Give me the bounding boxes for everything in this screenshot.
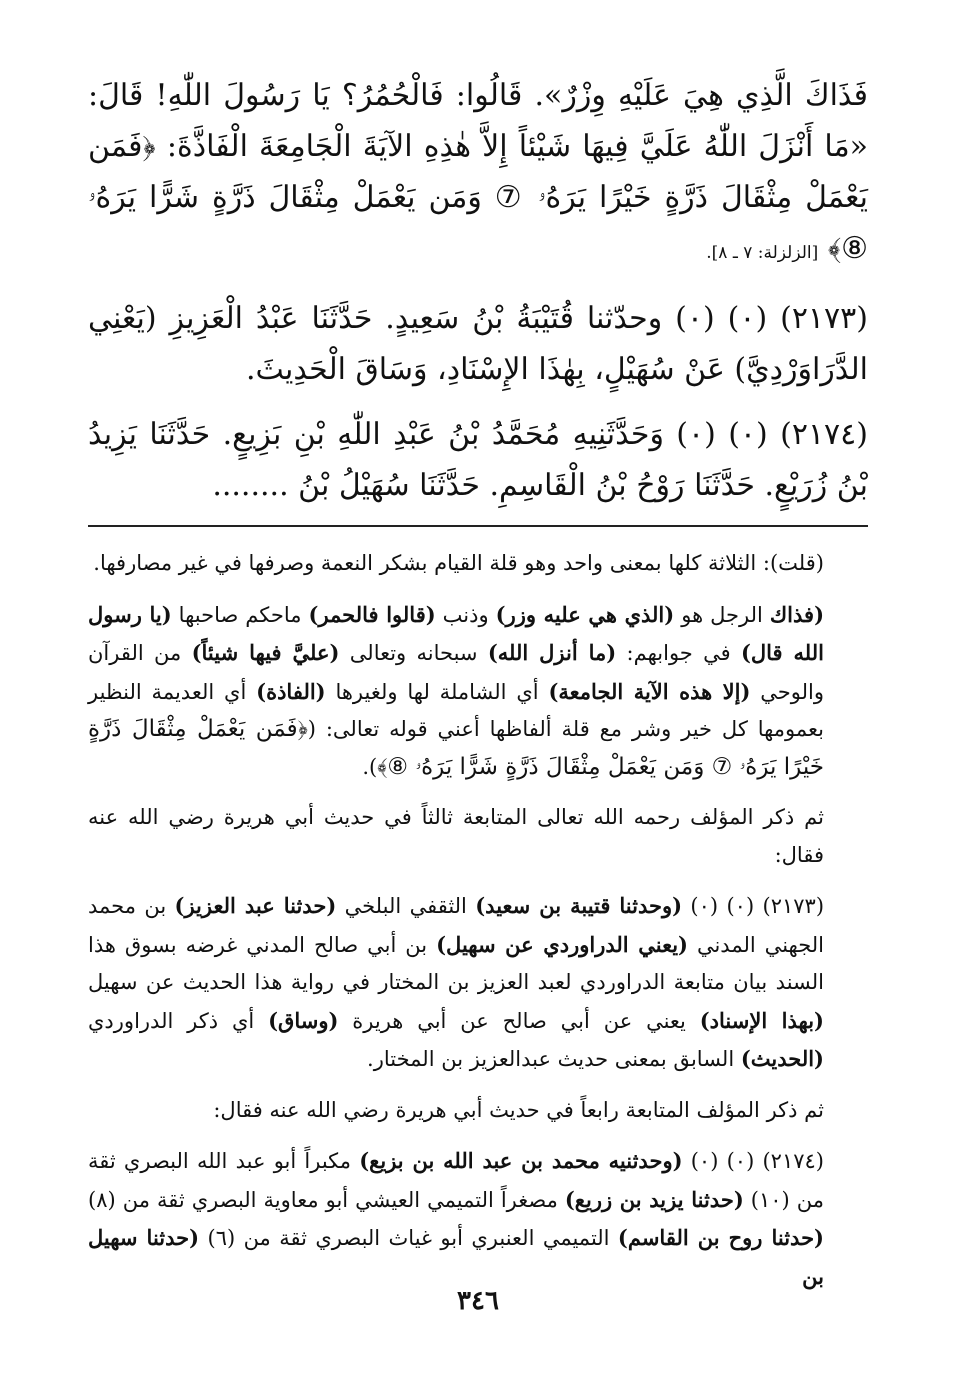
quran-reference: [الزلزلة: ٧ ـ ٨]. (706, 243, 819, 263)
text: ماحكم صاحبها (171, 602, 309, 627)
text: وذنب (435, 602, 496, 627)
hadith-line-3: وَمَن يَعْمَلْ مِثْقَالَ ذَرَّةٍ شَرًّا يَرَهُۥ ⑧﴾ (88, 180, 868, 266)
bold-term: (عليَّ فيها شيئاً) (191, 640, 340, 665)
text: سبحانه وتعالى (339, 641, 488, 665)
text: مصغراً التميمي العيشي أبو معاوية البصري ثقة من (٨) (88, 1187, 565, 1212)
bold-term: (بهذا الإسناد) (699, 1007, 824, 1033)
bold-term: (يعني الدراوردي عن سهيل) (436, 931, 688, 957)
hadith-2173: (٢١٧٣) (٠) (٠) وحدّثنا قُتَيْبَةُ بْنُ سَعِيدٍ. حَدَّثَنَا عَبْدُ الْعَزِيزِ (يَعْنِي الدَّرَاوَرْدِيَّ) عَنْ سُهَيْلٍ، بِهٰذَا الإِسْنَادِ، وَسَاقَ الْحَدِيثَ. (88, 301, 868, 387)
commentary (88, 545, 868, 1296)
text: الثقفي البلخي (336, 894, 476, 918)
commentary-transition-4: ثم ذكر المؤلف المتابعة رابعاً في حديث أبي هريرة رضي الله عنه فقال: (213, 1097, 824, 1122)
bold-term: (وحدثنا قتيبة بن سعيد) (475, 893, 683, 918)
bold-term: (ما أنزل الله) (487, 640, 617, 665)
text: من القرآن والوحي (88, 641, 824, 704)
bold-term: (الفاذة) (256, 678, 326, 704)
text: أي الشاملة لها ولغيرها (325, 679, 549, 704)
text: التميمي العنبري أبو غياث البصري ثقة من (٦) (199, 1226, 618, 1250)
quran-verse: ﴿فَمَن يَعْمَلْ مِثْقَالَ ذَرَّةٍ خَيْرًا يَرَهُۥ ⑦ وَمَن يَعْمَلْ مِثْقَالَ ذَرَّةٍ شَرًّا يَرَهُۥ ⑧﴾ (88, 716, 824, 780)
text: بن أبي صالح المدني غرضه بسوق هذا السند بيان متابعة الدراوردي لعبد العزيز بن المختار في رواية هذا الحديث عن سهيل (88, 932, 824, 994)
hadith-line-1: فَذَاكَ الَّذِي هِيَ عَلَيْهِ وِزْرٌ». قَالُوا: فَالْحُمُرُ؟ يَا رَسُولَ اللّٰهِ! قَالَ: «مَا أَنْزَلَ اللّٰهُ (88, 78, 868, 164)
text: يعني عن أبي صالح عن أبي هريرة (338, 1008, 700, 1033)
bold-term: (وحدثنيه محمد بن عبد الله بن بزيع) (359, 1148, 683, 1173)
text: ). (362, 754, 378, 779)
bold-term: (حدثنا يزيد بن زريع) (564, 1186, 744, 1212)
commentary-transition-3: ثم ذكر المؤلف رحمه الله تعالى المتابعة ثالثاً في حديث أبي هريرة رضي الله عنه فقال: (88, 805, 824, 867)
text: أي ذكر الدراوردي (88, 1008, 269, 1033)
commentary-explanation (88, 596, 868, 787)
hadith-2174: (٢١٧٤) (٠) (٠) وَحَدَّثَنِيهِ مُحَمَّدُ بْنُ عَبْدِ اللّٰهِ بْنِ بَزِيعٍ. حَدَّثَنَا يَزِيدُ بْنُ زُرَيْعٍ. حَدَّثَنَا رَوْحُ بْنُ الْقَاسِمِ. حَدَّثَنَا سُهَيْلُ بْنُ ........ (88, 417, 868, 503)
commentary-note: (قلت): الثلاثة كلها بمعنى واحد وهو قلة القيام بشكر النعمة وصرفها في غير مصارفها. (93, 551, 824, 575)
text: السابق بمعنى حديث عبدالعزيز بن المختار. (367, 1047, 741, 1071)
bold-term: (قالوا فالحمر) (308, 601, 436, 627)
bold-term: (الذي هي عليه وزر) (495, 601, 675, 627)
bold-term: (يا رسول الله قال) (88, 601, 824, 665)
hadith-continuation (88, 70, 868, 279)
commentary-2173 (88, 887, 868, 1079)
commentary-2174 (88, 1142, 868, 1296)
text: مكبراً أبو عبد الله البصري ثقة من (١٠) (88, 1149, 824, 1212)
text: في جوابهم: (616, 641, 741, 665)
hadith-number: (٢١٧٤) (٠) (٠) (682, 1149, 824, 1173)
bold-term: (فذاك (769, 601, 825, 627)
bold-term: (حدثنا عبد العزيز) (174, 893, 337, 918)
hadith-text (88, 70, 868, 511)
page-number: ٣٤٦ (457, 1286, 499, 1316)
footnote-divider (88, 525, 868, 527)
text: بن محمد الجهني المدني (88, 894, 824, 957)
bold-term: (حدثنا روح بن القاسم) (617, 1225, 824, 1250)
bold-term: (وساق) (268, 1007, 339, 1033)
text: الرجل هو (674, 602, 770, 627)
bold-term: (إلا هذه الآية الجامعة) (548, 678, 751, 704)
bold-term: (حدثنا سهيل بن (88, 1225, 824, 1289)
bold-term: (الحديث) (740, 1046, 824, 1071)
hadith-line-2: عَلَيَّ فِيهَا شَيْئاً إِلاَّ هٰذِهِ الآيَةَ الْجَامِعَةَ الْفَاذَّةَ: ﴿فَمَن يَعْمَلْ مِثْقَالَ ذَرَّةٍ خَيْرًا يَرَهُۥ ⑦ (88, 129, 868, 215)
text: أي العديمة النظير بعمومها كل خير وشر مع قلة ألفاظها أعني قوله تعالى: ( (88, 679, 824, 741)
hadith-number: (٢١٧٣) (٠) (٠) (682, 894, 825, 918)
